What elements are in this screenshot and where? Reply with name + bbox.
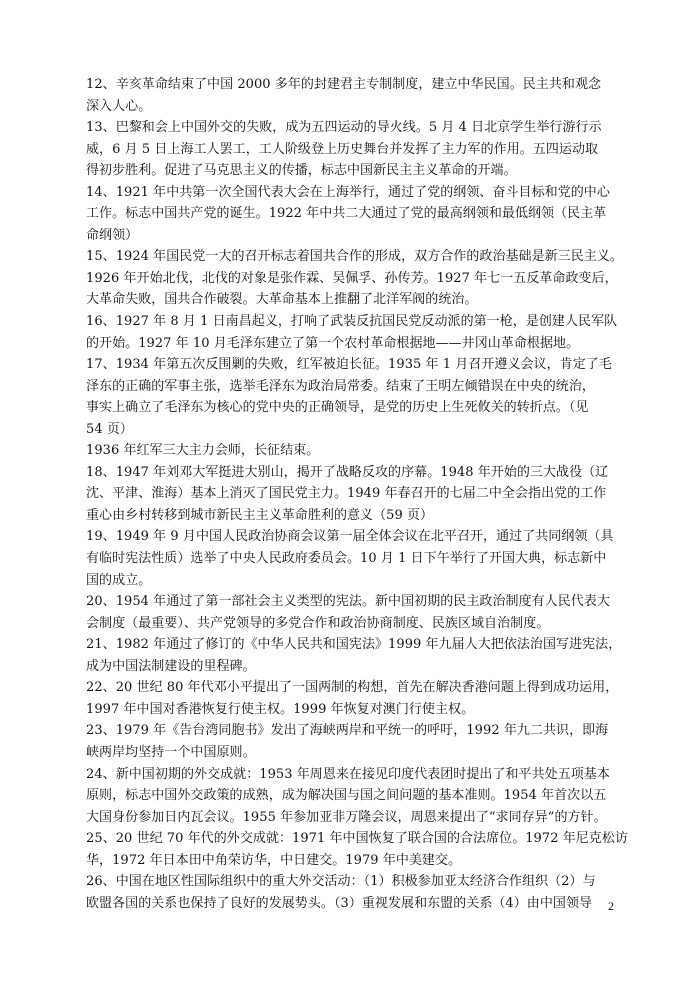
text-line: 得初步胜利。促进了马克思主义的传播，标志中国新民主主义革命的开端。	[86, 163, 517, 179]
text-line: 重心由乡村转移到城市新民主主义革命胜利的意义（59 页）	[86, 507, 434, 523]
text-line: 大革命失败，国共合作破裂。大革命基本上推翻了北洋军阀的统治。	[86, 292, 478, 308]
text-line: 泽东的正确的军事主张，选举毛泽东为政治局常委。结束了王明左倾错误在中央的统治，	[86, 378, 595, 394]
text-line: 24、新中国初期的外交成就：1953 年周恩来在接见印度代表团时提出了和平共处五项基本	[86, 766, 610, 782]
text-line: 华，1972 年日本田中角荣访华，中日建交。1979 年中美建交。	[86, 852, 462, 868]
text-line: 国的成立。	[86, 572, 152, 588]
text-line: 会制度（最重要）、共产党领导的多党合作和政治协商制度、民族区域自治制度。	[86, 615, 550, 631]
text-line: 18、1947 年刘邓大军挺进大别山，揭开了战略反攻的序幕。1948 年开始的三大战役（辽	[86, 464, 609, 480]
text-line: 21、1982 年通过了修订的《中华人民共和国宪法》1999 年九届人大把依法治国写进宪法，	[86, 637, 622, 653]
text-line: 原则，标志中国外交政策的成熟，成为解决国与国之间问题的基本准则。1954 年首次以五	[86, 788, 607, 804]
text-line: 有临时宪法性质）选举了中央人民政府委员会。10 月 1 日下午举行了开国大典，标志新中	[86, 551, 607, 567]
text-line: 命纲领）	[86, 227, 139, 243]
text-line: 13、巴黎和会上中国外交的失败，成为五四运动的导火线。5 月 4 日北京学生举行游行示	[86, 120, 602, 136]
text-line: 成为中国法制建设的里程碑。	[86, 658, 256, 674]
text-line: 沈、平津、淮海）基本上消灭了国民党主力。1949 年春召开的七届二中全会指出党的工作	[86, 486, 607, 502]
text-line: 54 页）	[86, 421, 133, 437]
text-line: 26、中国在地区性国际组织中的重大外交活动：（1）积极参加亚太经济合作组织（2）与	[86, 874, 596, 890]
text-line: 25、20 世纪 70 年代的外交成就：1971 年中国恢复了联合国的合法席位。1972 年尼克松访	[86, 831, 628, 847]
text-line: 事实上确立了毛泽东为核心的党中央的正确领导，是党的历史上生死攸关的转折点。（见	[86, 400, 589, 416]
text-line: 23、1979 年《告台湾同胞书》发出了海峡两岸和平统一的呼吁，1992 年九二共识，即海	[86, 723, 609, 739]
page-number: 2	[608, 899, 614, 913]
text-line: 22、20 世纪 80 年代邓小平提出了一国两制的构想，首先在解决香港问题上得到成功运用，	[86, 680, 619, 696]
text-line: 1926 年开始北伐，北伐的对象是张作霖、吴佩孚、孙传芳。1927 年七一五反革命政变后，	[86, 270, 618, 286]
text-line: 的开始。1927 年 10 月毛泽东建立了第一个农村革命根据地——井冈山革命根据地。	[86, 335, 580, 351]
document-body	[86, 74, 634, 911]
text-line: 1936 年红军三大主力会师，长征结束。	[86, 443, 320, 459]
text-line: 威，6 月 5 日上海工人罢工，工人阶级登上历史舞台并发挥了主力军的作用。五四运动取	[86, 141, 599, 157]
text-line: 15、1924 年国民党一大的召开标志着国共合作的形成，双方合作的政治基础是新三民主义。	[86, 249, 623, 265]
text-line: 20、1954 年通过了第一部社会主义类型的宪法。新中国初期的民主政治制度有人民代表大	[86, 594, 610, 610]
text-line: 12、辛亥革命结束了中国 2000 多年的封建君主专制制度，建立中华民国。民主共和观念	[86, 77, 602, 92]
text-line: 峡两岸均坚持一个中国原则。	[86, 744, 256, 760]
text-line: 深入人心。	[86, 98, 152, 114]
text-line: 1997 年中国对香港恢复行使主权。1999 年恢复对澳门行使主权。	[86, 701, 475, 717]
text-line: 工作。标志中国共产党的诞生。1922 年中共二大通过了党的最高纲领和最低纲领（民主革	[86, 206, 607, 222]
text-line: 大国身份参加日内瓦会议。1955 年参加亚非万隆会议，周恩来提出了“求同存异”的方针。	[86, 809, 607, 825]
text-line: 16、1927 年 8 月 1 日南昌起义，打响了武装反抗国民党反动派的第一枪，是创建人民军队	[86, 314, 618, 330]
text-line: 欧盟各国的关系也保持了良好的发展势头。（3）重视发展和东盟的关系（4）由中国领导	[86, 895, 593, 911]
text-line: 19、1949 年 9 月中国人民政治协商会议第一届全体会议在北平召开，通过了共同纲领（具	[86, 529, 614, 545]
text-line: 14、1921 年中共第一次全国代表大会在上海举行，通过了党的纲领、奋斗目标和党的中心	[86, 184, 610, 200]
text-line: 17、1934 年第五次反围剿的失败，红军被迫长征。1935 年 1 月召开遵义会议，肯定了毛	[86, 357, 612, 373]
